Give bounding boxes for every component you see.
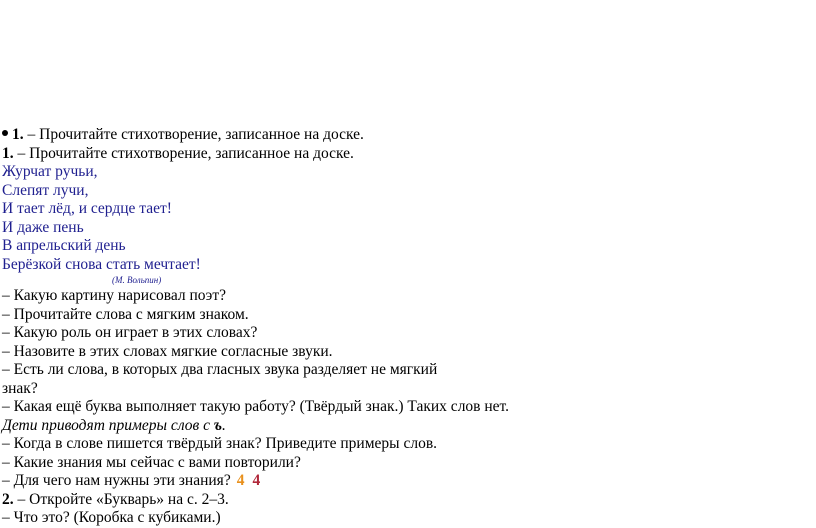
- bullet-line-1: [0, 126, 816, 145]
- question-line: – Назовите в этих словах мягкие согласные звуки.: [2, 342, 333, 360]
- poem-line: Берёзкой снова стать мечтает!: [2, 255, 201, 273]
- question-line: – Когда в слове пишется твёрдый знак? Приведите примеры слов.: [2, 435, 438, 452]
- task-line-2: [0, 491, 816, 510]
- task-number: 1.: [2, 144, 14, 162]
- italic-note: [0, 417, 816, 436]
- question-line: – Что это? (Коробка с кубиками.): [2, 509, 221, 526]
- question-line: знак?: [2, 379, 38, 397]
- poem-line: В апрельский день: [2, 237, 126, 254]
- mark-orange: 4: [236, 472, 245, 489]
- task-number: 2.: [2, 490, 14, 508]
- poem-author: (М. Вольпин): [112, 275, 162, 285]
- question-text: – Для чего нам нужны эти знания?: [2, 472, 231, 489]
- mark-red: 4: [252, 472, 261, 489]
- poem-line: И тает лёд, и сердце тает!: [2, 200, 172, 217]
- poem-line: Слепят лучи,: [2, 181, 89, 199]
- question-line: – Прочитайте слова с мягким знаком.: [2, 305, 249, 323]
- question-line: – Какие знания мы сейчас с вами повторили?: [2, 453, 301, 471]
- document-body: [0, 126, 816, 528]
- italic-note-text: Дети приводят примеры слов с: [2, 416, 214, 434]
- question-line: – Какую роль он играет в этих словах?: [2, 324, 258, 341]
- poem-line: Журчат ручьи,: [2, 163, 98, 180]
- task-line-1: [0, 145, 816, 164]
- hard-sign-letter: ъ: [213, 416, 223, 434]
- question-line-with-marks: [0, 472, 816, 491]
- italic-note-end: .: [222, 416, 226, 434]
- poem-line: И даже пень: [2, 218, 84, 236]
- task-text: – Откройте «Букварь» на с. 2–3.: [13, 490, 229, 508]
- task-text: – Прочитайте стихотворение, записанное на доске.: [13, 144, 354, 162]
- bullet-icon: [2, 130, 8, 136]
- question-line: – Какую картину нарисовал поэт?: [2, 287, 226, 304]
- task-number: 1.: [12, 126, 24, 143]
- question-line: – Есть ли слова, в которых два гласных звука разделяет не мягкий: [2, 361, 438, 378]
- task-text: – Прочитайте стихотворение, записанное на доске.: [23, 126, 364, 143]
- question-line: – Какая ещё буква выполняет такую работу? (Твёрдый знак.) Таких слов нет.: [2, 398, 510, 415]
